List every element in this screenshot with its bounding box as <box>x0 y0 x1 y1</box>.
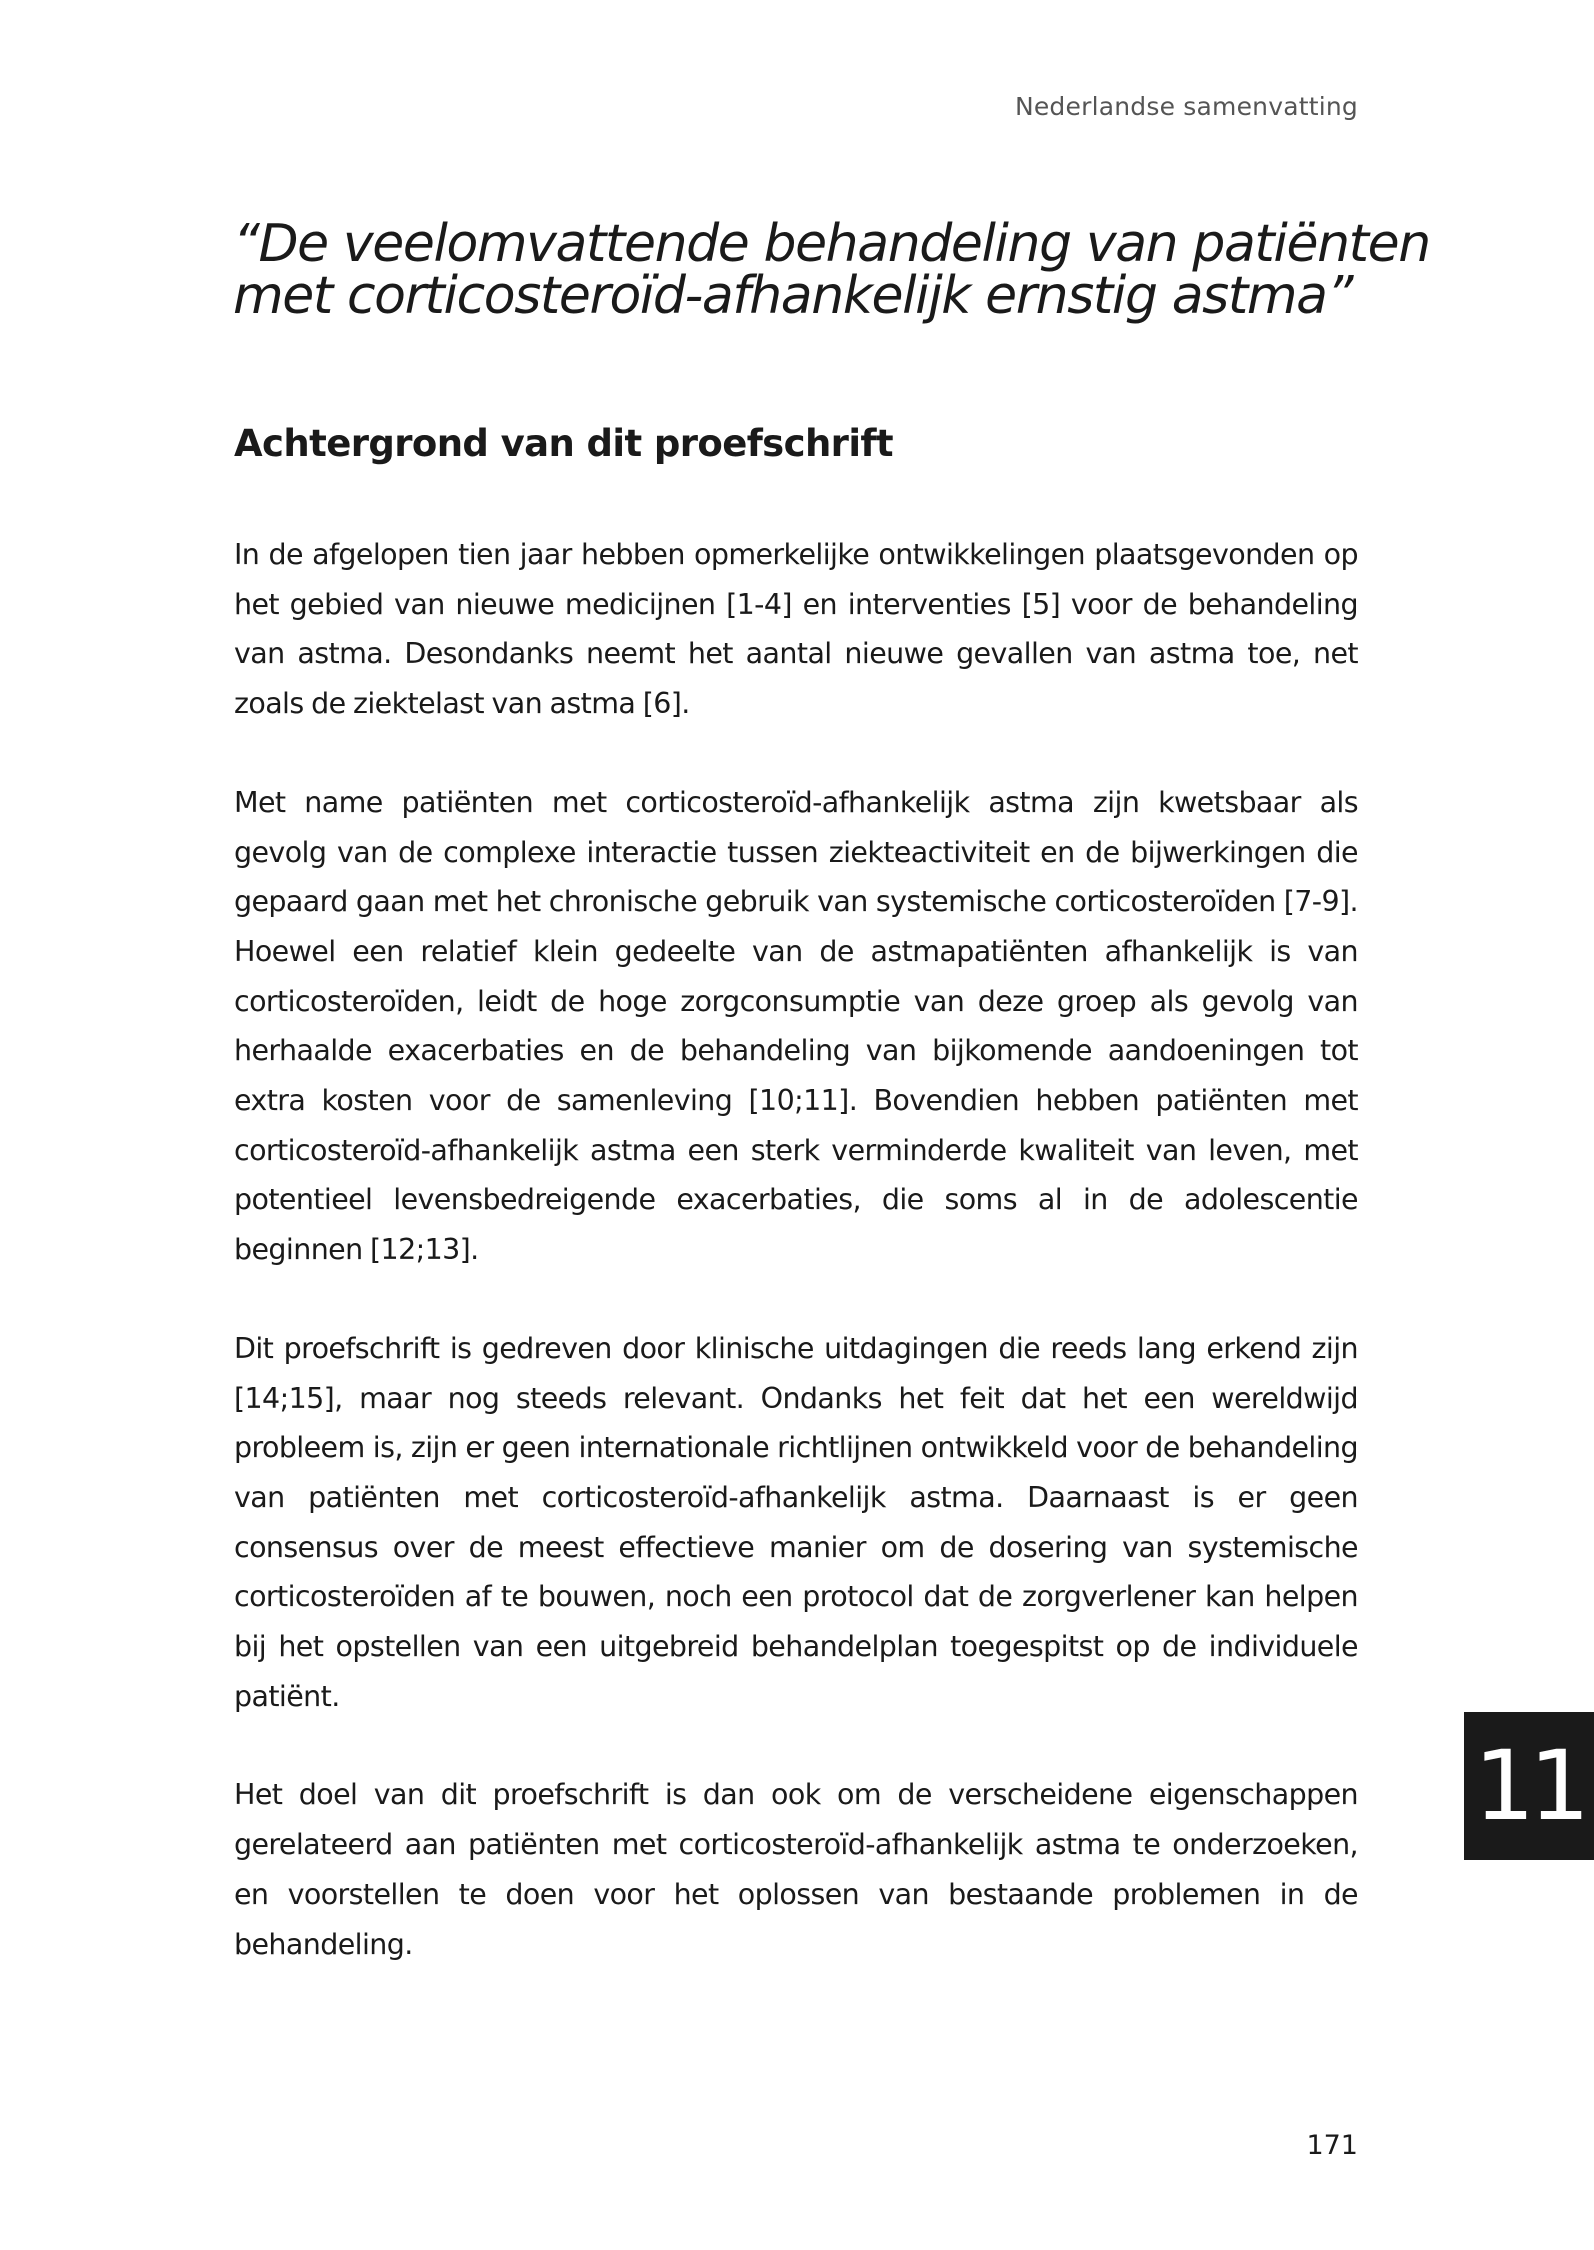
chapter-title-line-2: met corticosteroïd-afhankelijk ernstig astma” <box>233 266 1353 326</box>
chapter-title <box>233 214 1430 326</box>
section-heading: Achtergrond van dit proefschrift <box>234 422 893 465</box>
paragraph-4: Het doel van dit proefschrift is dan ook om de verscheidene eigenschappen gerelateerd aan patiënten met corticosteroïd-afhankelijk astma te onderzoeken, en voorstellen te doen voor het oplossen van bestaande problemen in de behandeling. <box>234 1778 1358 1961</box>
body-text <box>234 530 1358 2018</box>
chapter-title-line-1: “De veelomvattende behandeling van patiënten <box>233 214 1430 274</box>
page-number: 171 <box>1306 2130 1358 2161</box>
paragraph-2: Met name patiënten met corticosteroïd-afhankelijk astma zijn kwetsbaar als gevolg van de complexe interactie tussen ziekteactiviteit en de bijwerkingen die gepaard gaan met het chronische gebruik van systemische corticosteroïden [7-9]. Hoewel een relatief klein gedeelte van de astmapatiënten afhankelijk is van corticosteroïden, leidt de hoge zorgconsumptie van deze groep als gevolg van herhaalde exacerbaties en de behandeling van bijkomende aandoeningen tot extra kosten voor de samenleving [10;11]. Bovendien hebben patiënten met corticosteroïd-afhankelijk astma een sterk verminderde kwaliteit van leven, met potentieel levensbedreigende exacerbaties, die soms al in de adolescentie beginnen [12;13]. <box>234 785 1358 1267</box>
chapter-number-tab: 11 <box>1464 1712 1594 1860</box>
running-header: Nederlandse samenvatting <box>1014 92 1358 121</box>
paragraph-1: In de afgelopen tien jaar hebben opmerkelijke ontwikkelingen plaatsgevonden op het gebied van nieuwe medicijnen [1-4] en interventies [5] voor de behandeling van astma. Desondanks neemt het aantal nieuwe gevallen van astma toe, net zoals de ziektelast van astma [6]. <box>234 538 1358 721</box>
paragraph-3: Dit proefschrift is gedreven door klinische uitdagingen die reeds lang erkend zijn [14;15], maar nog steeds relevant. Ondanks het feit dat het een wereldwijd probleem is, zijn er geen internationale richtlijnen ontwikkeld voor de behandeling van patiënten met corticosteroïd-afhankelijk astma. Daarnaast is er geen consensus over de meest effectieve manier om de dosering van systemische corticosteroïden af te bouwen, noch een protocol dat de zorgverlener kan helpen bij het opstellen van een uitgebreid behandelplan toegespitst op de individuele patiënt. <box>234 1331 1358 1713</box>
